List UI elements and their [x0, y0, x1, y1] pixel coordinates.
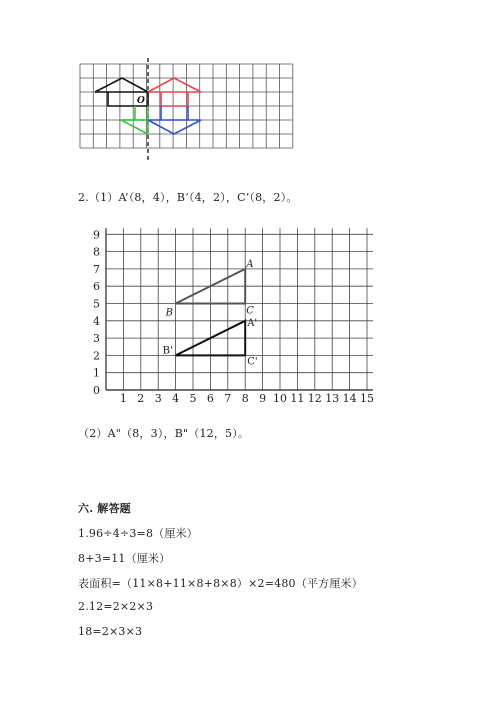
section-title: 六. 解答题 [78, 502, 131, 515]
y-tick-label: 1 [93, 366, 100, 380]
red-house-body [161, 92, 188, 106]
solution-line-5: 18=2×3×3 [78, 625, 143, 638]
solution-line-3: 表面积=（11×8+11×8+8×8）×2=480（平方厘米） [78, 577, 363, 590]
solution-line-1: 1.96÷4÷3=8（厘米） [78, 527, 198, 540]
point-b-prime-label: B' [162, 345, 173, 357]
y-tick-label: 2 [93, 349, 100, 363]
x-tick-label: 7 [224, 392, 232, 405]
x-tick-label: 13 [325, 392, 340, 405]
point-b-label: B [165, 307, 173, 319]
x-tick-label: 4 [172, 392, 180, 405]
chart-grid [106, 228, 373, 390]
red-house [148, 78, 201, 92]
point-c-prime-label: C' [247, 356, 258, 368]
x-tick-label: 6 [206, 392, 214, 405]
x-tick-label: 8 [241, 392, 249, 405]
solution-line-4: 2.12=2×2×3 [78, 600, 154, 613]
y-tick-label: 8 [93, 245, 100, 259]
x-tick-label: 5 [189, 392, 197, 405]
solution-line-2: 8+3=11（厘米） [78, 552, 171, 565]
coordinate-chart [72, 224, 372, 410]
point-a-label: A [246, 258, 254, 270]
answer-2-2: （2）A"（8，3），B"（12，5）。 [78, 427, 250, 440]
x-tick-label: 12 [307, 392, 322, 405]
x-tick-label: 11 [290, 392, 305, 405]
x-tick-label: 1 [119, 392, 127, 405]
x-tick-label: 15 [360, 392, 374, 405]
x-tick-label: 14 [342, 392, 357, 405]
y-tick-label: 3 [93, 332, 100, 346]
y-tick-label: 4 [93, 314, 100, 328]
y-tick-label: 6 [93, 280, 100, 294]
y-tick-label: 7 [93, 262, 100, 276]
grid-figure-1 [70, 58, 290, 164]
x-tick-label: 2 [137, 392, 145, 405]
x-tick-label: 9 [259, 392, 267, 405]
x-tick-label: 3 [154, 392, 162, 405]
y-tick-label: 5 [93, 297, 100, 311]
x-tick-label: 10 [273, 392, 287, 405]
origin-label: O [137, 96, 145, 106]
y-tick-label: 9 [93, 228, 100, 242]
answer-2-1: 2.（1）A’（8，4），B’（4，2），C’（8，2）。 [78, 191, 298, 204]
point-c-label: C [246, 305, 254, 317]
y-tick-label: 0 [93, 384, 100, 397]
point-a-prime-label: A' [247, 317, 258, 329]
